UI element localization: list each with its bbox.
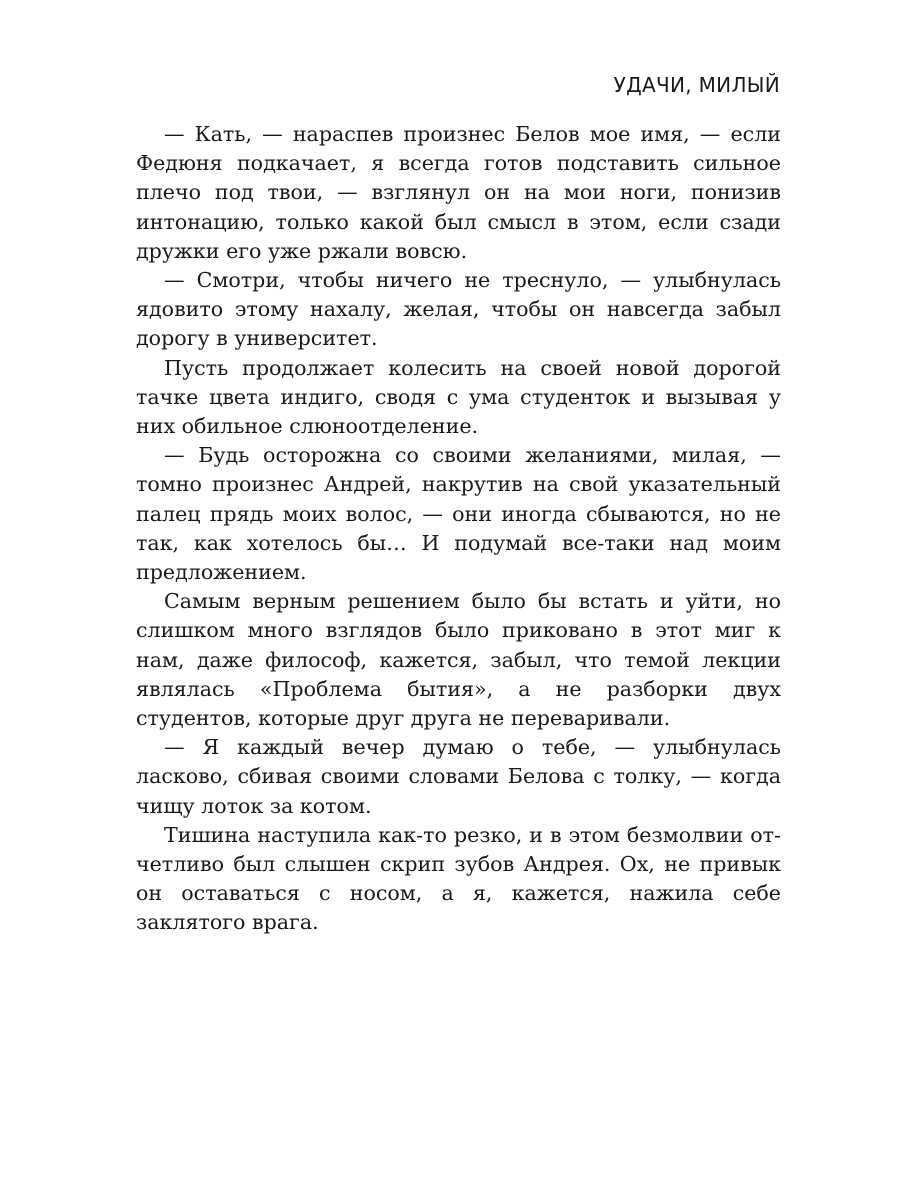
paragraph: Тишина наступила как-то резко, и в этом безмолвии отчетливо был слышен скрип зубов Андрея. Ох, не привык он оставаться с носом, а я, кажется, нажила себе заклятого врага. xyxy=(136,822,781,935)
paragraph: — Кать, — нараспев произнес Белов мое имя, — если Федюня подкачает, я всегда готов подставить сильное плечо под твои, — взглянул он на мои ноги, понизив интонацию, только какой был смысл в этом, если сзади дружки его уже ржали вовсю. xyxy=(136,122,781,263)
paragraph: Самым верным решением было бы встать и уйти, но слишком много взглядов было приковано в этот миг к нам, даже философ, кажется, забыл, что темой лекции являлась «Проблема бытия», а не разборки двух студентов, которые друг друга не переваривали. xyxy=(136,589,781,731)
paragraph: — Я каждый вечер думаю о тебе, — улыбнулась ласково, сбивая своими словами Белова с толку, — когда чищу лоток за котом. xyxy=(136,735,781,818)
paragraph: — Смотри, чтобы ничего не треснуло, — улыбнулась ядовито этому нахалу, желая, чтобы он навсегда забыл дорогу в университет. xyxy=(136,268,781,351)
body-text xyxy=(136,120,781,938)
paragraph: — Будь осторожна со своими желаниями, милая, — томно произнес Андрей, накрутив на свой указательный палец прядь моих волос, — они иногда сбываются, но не так, как хотелось бы… И подумай все-таки над моим предложением. xyxy=(136,443,781,585)
running-header: УДАЧИ, МИЛЫЙ xyxy=(613,73,780,97)
paragraph: Пусть продолжает колесить на своей новой дорогой тачке цвета индиго, сводя с ума студенток и вызывая у них обильное слюноотделение. xyxy=(136,355,781,439)
